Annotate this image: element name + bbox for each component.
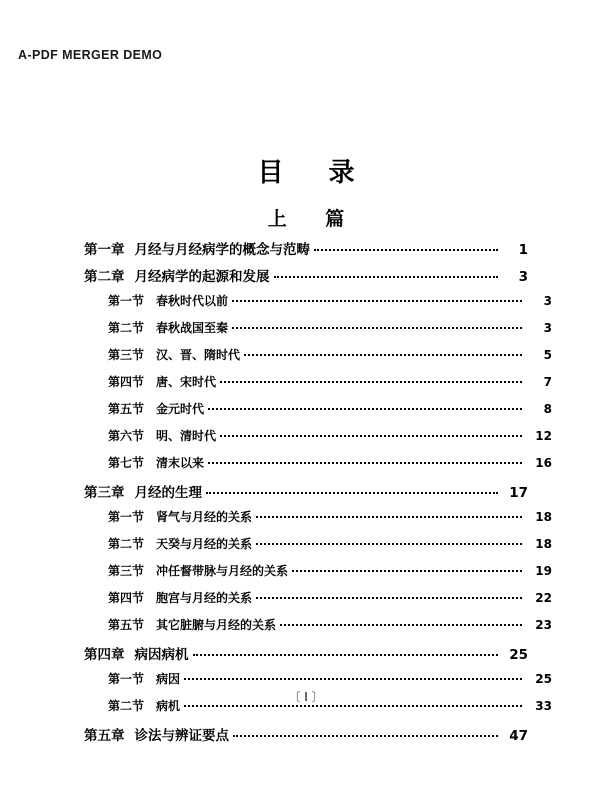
toc-entry-page: 23 bbox=[535, 618, 552, 632]
toc-entry-page: 33 bbox=[535, 699, 552, 713]
toc-entry-label: 病机 bbox=[156, 699, 181, 713]
toc-entry-page: 8 bbox=[543, 402, 552, 416]
toc-entry[interactable] bbox=[84, 265, 528, 290]
toc-entry-label: 冲任督带脉与月经的关系 bbox=[156, 564, 289, 578]
toc-leader-dots bbox=[244, 353, 522, 356]
toc-entry-number: 第一章 bbox=[84, 242, 125, 258]
toc-entry[interactable] bbox=[84, 481, 528, 506]
toc-entry-number: 第四章 bbox=[84, 647, 125, 663]
toc-entry-number: 第三节 bbox=[108, 564, 145, 578]
toc-entry[interactable] bbox=[84, 562, 552, 587]
toc-entry-number: 第二节 bbox=[108, 321, 145, 335]
toc-entry-label: 春秋战国至秦 bbox=[156, 321, 229, 335]
toc-entry[interactable] bbox=[84, 724, 528, 749]
page-folio: 〔 I 〕 bbox=[288, 690, 324, 704]
toc-entry[interactable] bbox=[84, 427, 552, 452]
toc-entry-page: 12 bbox=[535, 429, 552, 443]
toc-entry-label: 清末以来 bbox=[156, 456, 205, 470]
toc-entry-label: 天癸与月经的关系 bbox=[156, 537, 253, 551]
toc-entry[interactable] bbox=[84, 508, 552, 533]
toc-entry-number: 第四节 bbox=[108, 591, 145, 605]
toc-entry-page: 18 bbox=[535, 537, 552, 551]
toc-entry-page: 3 bbox=[518, 269, 528, 285]
toc-entry-label: 明、清时代 bbox=[156, 429, 217, 443]
toc-entry-number: 第七节 bbox=[108, 456, 145, 470]
toc-entry-page: 16 bbox=[535, 456, 552, 470]
toc-entry-page: 5 bbox=[543, 348, 552, 362]
toc-leader-dots bbox=[256, 515, 522, 518]
toc-entry-number: 第五节 bbox=[108, 402, 145, 416]
toc-entry-label: 病因 bbox=[156, 672, 181, 686]
toc-entry-label: 肾气与月经的关系 bbox=[156, 510, 253, 524]
toc-entry-label: 病因病机 bbox=[134, 647, 189, 663]
toc-entry-label: 春秋时代以前 bbox=[156, 294, 229, 308]
toc-entry-label: 诊法与辨证要点 bbox=[134, 728, 229, 744]
toc-leader-dots bbox=[206, 491, 498, 494]
toc-entry-page: 19 bbox=[535, 564, 552, 578]
toc-entry[interactable] bbox=[84, 616, 552, 641]
toc-leader-dots bbox=[292, 569, 522, 572]
toc-entry-page: 7 bbox=[543, 375, 552, 389]
toc-entry-number: 第一节 bbox=[108, 510, 145, 524]
toc-entry[interactable] bbox=[84, 400, 552, 425]
section-heading: 上 篇 bbox=[267, 208, 361, 230]
toc-entry-page: 17 bbox=[509, 485, 528, 501]
toc-leader-dots bbox=[314, 248, 498, 251]
toc-leader-dots bbox=[280, 623, 522, 626]
toc-entry-number: 第六节 bbox=[108, 429, 145, 443]
table-of-contents bbox=[84, 238, 552, 751]
toc-leader-dots bbox=[208, 461, 522, 464]
toc-entry-number: 第一节 bbox=[108, 294, 145, 308]
toc-entry[interactable] bbox=[84, 589, 552, 614]
toc-entry-number: 第五章 bbox=[84, 728, 125, 744]
toc-entry-page: 3 bbox=[543, 294, 552, 308]
toc-entry-page: 3 bbox=[543, 321, 552, 335]
toc-entry-label: 月经与月经病学的概念与范畴 bbox=[134, 242, 310, 258]
toc-entry-number: 第二节 bbox=[108, 537, 145, 551]
toc-entry-number: 第二章 bbox=[84, 269, 125, 285]
toc-entry-page: 25 bbox=[535, 672, 552, 686]
toc-leader-dots bbox=[208, 407, 522, 410]
toc-entry[interactable] bbox=[84, 319, 552, 344]
toc-leader-dots bbox=[256, 542, 522, 545]
toc-entry[interactable] bbox=[84, 292, 552, 317]
toc-entry-number: 第四节 bbox=[108, 375, 145, 389]
toc-entry[interactable] bbox=[84, 346, 552, 371]
toc-leader-dots bbox=[184, 677, 522, 680]
watermark-text: A-PDF MERGER DEMO bbox=[18, 48, 163, 62]
toc-entry-label: 其它脏腑与月经的关系 bbox=[156, 618, 277, 632]
toc-entry[interactable] bbox=[84, 454, 552, 479]
toc-entry-page: 25 bbox=[509, 647, 528, 663]
toc-entry[interactable] bbox=[84, 373, 552, 398]
toc-leader-dots bbox=[256, 596, 522, 599]
toc-entry-number: 第一节 bbox=[108, 672, 145, 686]
toc-leader-dots bbox=[232, 299, 522, 302]
toc-entry-number: 第五节 bbox=[108, 618, 145, 632]
toc-entry-number: 第三节 bbox=[108, 348, 145, 362]
toc-entry-label: 唐、宋时代 bbox=[156, 375, 217, 389]
toc-entry[interactable] bbox=[84, 535, 552, 560]
toc-entry[interactable] bbox=[84, 643, 528, 668]
toc-entry-page: 22 bbox=[535, 591, 552, 605]
toc-entry-label: 胞宫与月经的关系 bbox=[156, 591, 253, 605]
toc-leader-dots bbox=[232, 326, 522, 329]
toc-leader-dots bbox=[233, 734, 498, 737]
page-title: 目 录 bbox=[257, 158, 373, 188]
toc-leader-dots bbox=[274, 275, 499, 278]
toc-entry-label: 月经病学的起源和发展 bbox=[134, 269, 270, 285]
toc-entry-label: 金元时代 bbox=[156, 402, 205, 416]
toc-entry-number: 第三章 bbox=[84, 485, 125, 501]
toc-entry-label: 汉、晋、隋时代 bbox=[156, 348, 241, 362]
toc-entry-number: 第二节 bbox=[108, 699, 145, 713]
toc-leader-dots bbox=[220, 380, 522, 383]
toc-entry-page: 47 bbox=[509, 728, 528, 744]
toc-leader-dots bbox=[220, 434, 522, 437]
toc-entry-page: 18 bbox=[535, 510, 552, 524]
toc-entry-label: 月经的生理 bbox=[134, 485, 202, 501]
toc-entry-page: 1 bbox=[518, 242, 528, 258]
toc-entry[interactable] bbox=[84, 238, 528, 263]
toc-leader-dots bbox=[193, 653, 499, 656]
